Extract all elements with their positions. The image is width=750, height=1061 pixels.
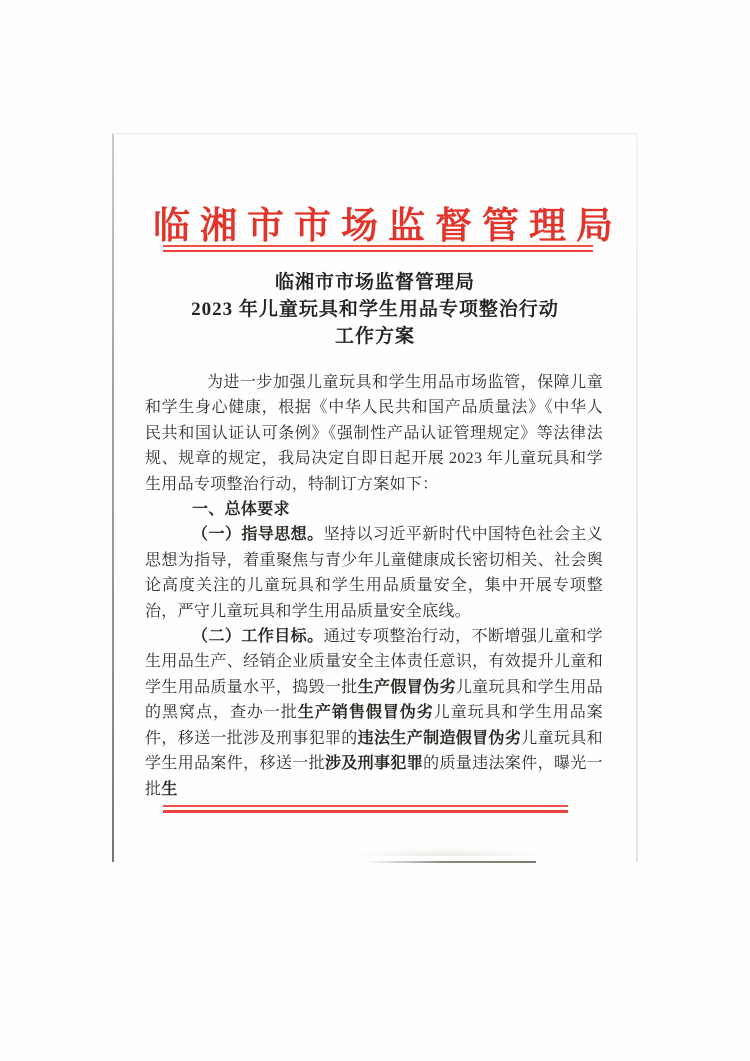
paper-bottom-edge-shadow [368,861,536,863]
letterhead-agency-name: 临湘市市场监督管理局 [153,206,623,247]
section-heading [145,497,603,522]
footer-double-rule [163,805,568,813]
bold-text-run: （二）工作目标。 [192,628,324,646]
text-run: 儿童玩具和学生用品的黑窝点，查办一批 [145,678,603,722]
title-line-2: 2023 年儿童玩具和学生用品专项整治行动 [191,299,559,320]
text-run: 坚持以习近平新时代中国特色社会主义思想为指导，着重聚焦与青少年儿童健康成长密切相关、社会舆论高度关注的儿童玩具和学生用品质量安全，集中开展专项整治，严守儿童玩具和学生用品质量安全底线。 [145,526,603,620]
text-run: 儿童玩具和学生用品案件，移送一批 [145,729,603,773]
body-paragraph [145,522,603,624]
text-run: 儿童玩具和学生用品案件，移送一批涉及刑事犯罪的 [145,704,603,747]
text-run: 为进一步加强儿童玩具和学生用品市场监管，保障儿童和学生身心健康，根据《中华人民共和国产品质量法》《中华人民共和国认证认可条例》《强制性产品认证管理规定》等法律法规、规章的规定，我局决定自即日起开展 2023 年儿童玩具和学生用品专项整治行动，特制订方案如下： [145,374,603,493]
bold-text-run: 涉及刑事犯罪 [324,755,424,773]
document-body [145,370,603,802]
title-line-3: 工作方案 [334,326,415,347]
bold-text-run: 生 [161,780,178,798]
body-paragraph [145,624,603,802]
title-line-1: 临湘市市场监督管理局 [274,272,475,293]
document-paper [112,133,638,862]
bold-text-run: 一、总体要求 [192,501,290,519]
document-title [112,269,638,350]
text-run: 的质量违法案件，曝光一批 [145,755,603,798]
paper-top-edge [112,133,638,134]
bold-text-run: 违法生产制造假冒伪劣 [357,729,522,747]
scan-smudge-artifact [350,847,545,856]
letterhead-double-rule [163,245,593,252]
bold-text-run: 生产销售假冒伪劣 [297,704,434,722]
bold-text-run: 生产假冒伪劣 [357,678,456,696]
body-paragraph [145,370,603,497]
text-run: 通过专项整治行动，不断增强儿童和学生用品生产、经销企业质量安全主体责任意识，有效提升儿童和学生用品质量水平，捣毁一批 [145,628,603,696]
bold-text-run: （一）指导思想。 [192,526,324,544]
